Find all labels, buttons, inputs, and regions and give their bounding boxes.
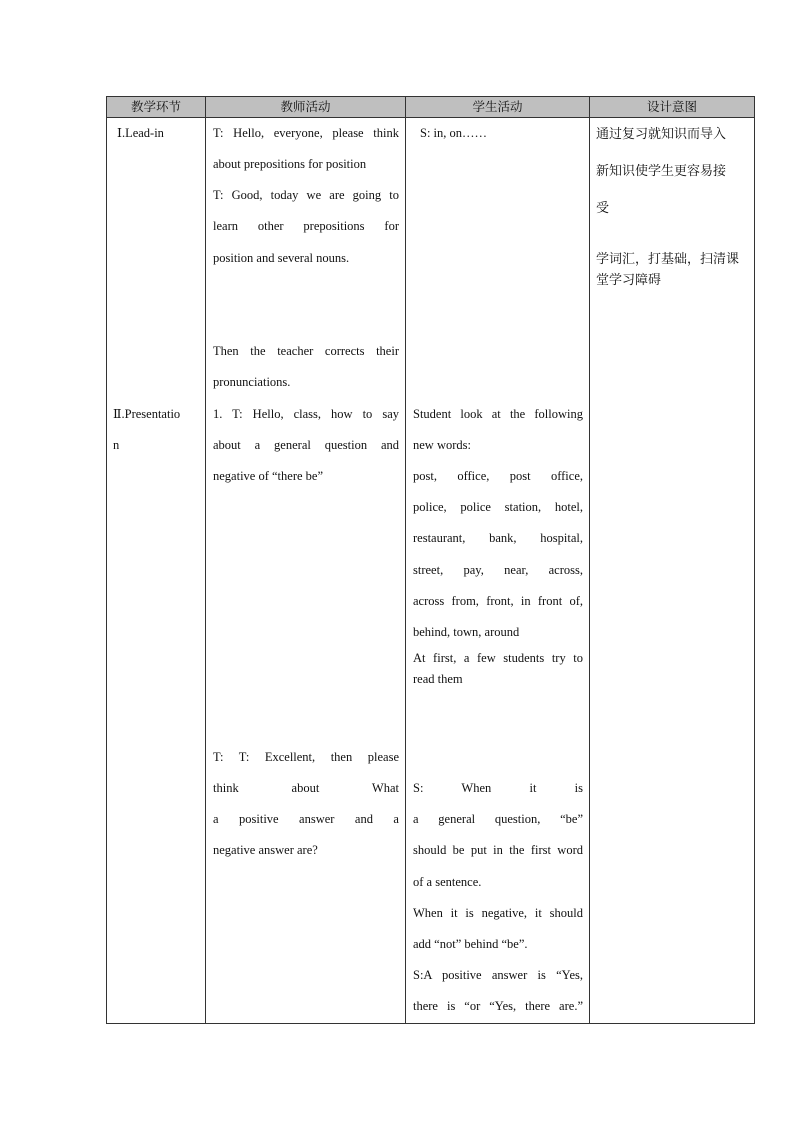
- student-line: there is “or “Yes, there are.”: [413, 999, 583, 1013]
- teacher-cell: [206, 118, 406, 1024]
- student-line: police, police station, hotel,: [413, 500, 583, 514]
- student-line: add “not” behind “be”.: [413, 937, 528, 951]
- student-line: new words:: [413, 438, 471, 452]
- design-line: 通过复习就知识而导入: [596, 127, 727, 142]
- content-row: [107, 118, 755, 1024]
- student-line: a general question, “be”: [413, 812, 583, 826]
- header-teacher-activity: 教师活动: [206, 97, 406, 118]
- teacher-line: pronunciations.: [213, 375, 291, 389]
- teacher-line: think about What: [213, 781, 399, 795]
- student-line: At first, a few students try to: [413, 651, 583, 665]
- student-line: Student look at the following: [413, 407, 583, 421]
- teacher-line: T: Hello, everyone, please think: [213, 126, 399, 140]
- stage-cell: [107, 118, 206, 1024]
- teacher-line: negative of “there be”: [213, 469, 324, 483]
- student-line: restaurant, bank, hospital,: [413, 531, 583, 545]
- lesson-plan-table: [106, 96, 755, 1024]
- header-stage: 教学环节: [107, 97, 206, 118]
- design-line: 学词汇，打基础，扫清课: [596, 252, 740, 267]
- student-line: behind, town, around: [413, 625, 520, 639]
- teacher-line: about prepositions for position: [213, 157, 367, 171]
- teacher-line: position and several nouns.: [213, 251, 350, 265]
- student-line: of a sentence.: [413, 875, 482, 889]
- student-line: should be put in the first word: [413, 843, 583, 857]
- student-line: S: When it is: [413, 781, 583, 795]
- header-design-intent: 设计意图: [590, 97, 755, 118]
- student-cell: [406, 118, 590, 1024]
- student-line: S:A positive answer is “Yes,: [413, 968, 583, 982]
- design-line: 堂学习障碍: [596, 273, 662, 288]
- header-student-activity: 学生活动: [406, 97, 590, 118]
- teacher-line: T: Good, today we are going to: [213, 188, 399, 202]
- design-cell: [590, 118, 755, 1024]
- teacher-line: Then the teacher corrects their: [213, 344, 399, 358]
- teacher-line: negative answer are?: [213, 843, 318, 857]
- stage-presentation-cont: n: [113, 438, 120, 452]
- design-line: 新知识使学生更容易接: [596, 164, 727, 179]
- teacher-line: learn other prepositions for: [213, 219, 399, 233]
- header-row: [107, 97, 755, 118]
- stage-leadin: Ⅰ.Lead-in: [117, 126, 164, 140]
- stage-presentation: Ⅱ.Presentatio: [113, 407, 181, 421]
- teacher-line: a positive answer and a: [213, 812, 399, 826]
- design-line: 受: [596, 201, 610, 216]
- student-line: S: in, on……: [420, 126, 488, 140]
- student-line: street, pay, near, across,: [413, 563, 583, 577]
- student-line: post, office, post office,: [413, 469, 583, 483]
- student-line: across from, front, in front of,: [413, 594, 583, 608]
- teacher-line: about a general question and: [213, 438, 399, 452]
- student-line: When it is negative, it should: [413, 906, 583, 920]
- student-line: read them: [413, 672, 463, 686]
- teacher-line: 1. T: Hello, class, how to say: [213, 407, 399, 421]
- teacher-line: T: T: Excellent, then please: [213, 750, 399, 764]
